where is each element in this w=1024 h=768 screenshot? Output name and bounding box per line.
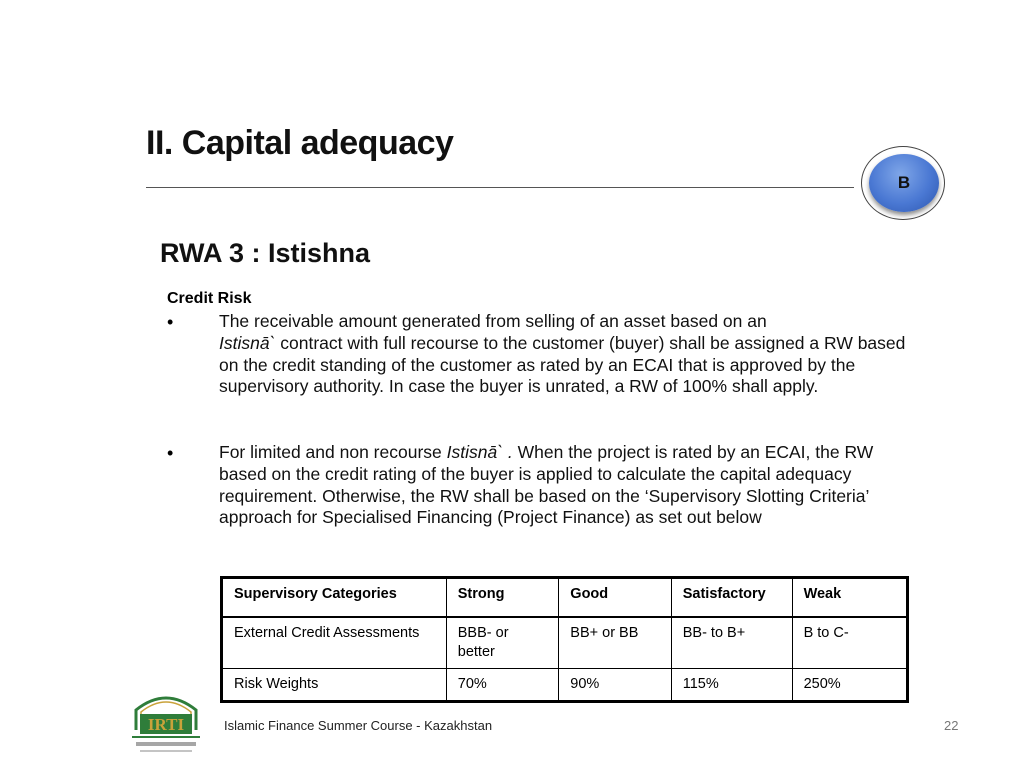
page-number: 22 [944, 718, 959, 733]
title-divider [146, 187, 854, 188]
table-header-row [222, 578, 908, 618]
slide-subtitle: RWA 3 : Istishna [160, 238, 371, 268]
table-cell: 250% [792, 669, 907, 702]
table-cell: BB+ or BB [559, 617, 671, 669]
table-row [222, 669, 908, 702]
bullet-text-1 [219, 311, 909, 398]
bullet-1-italic-term: Istisnā` [219, 332, 276, 353]
credit-risk-heading: Credit Risk [167, 290, 252, 307]
bullet-2-text-start: For limited and non recourse [219, 442, 447, 462]
bullet-1-text-end: contract with full recourse to the customer (buyer) shall be assigned a RW based on the credit standing of the customer as rated by an ECAI that is approved by the supervisory authority. In case the buyer is unrated, a RW of 100% shall apply. [219, 332, 906, 397]
irti-logo-icon [126, 688, 206, 760]
bullet-2-italic-term: Istisnā` . [446, 442, 513, 462]
bullet-1-text-start: The receivable amount generated from selling of an asset based on an [219, 311, 767, 331]
table-cell: 90% [559, 669, 671, 702]
section-badge-letter: B [897, 173, 911, 192]
bullet-marker-2: • [167, 443, 174, 463]
bullet-marker-1: • [167, 312, 174, 332]
table-cell: Risk Weights [222, 669, 447, 702]
table-cell: BBB- or better [446, 617, 559, 669]
table-header-cell: Good [559, 578, 671, 618]
bullet-2-text-end: When the project is rated by an ECAI, the RW based on the credit rating of the buyer is applied to calculate the capital adequacy requirement. Otherwise, the RW shall be based on the ‘Supervisory Slotting Criteria’ approach for Specialised Financing (Project Finance) as set out below [219, 442, 874, 528]
table-cell: External Credit Assessments [222, 617, 447, 669]
table-row [222, 617, 908, 669]
bullet-text-2 [219, 442, 909, 529]
table-header-cell: Satisfactory [671, 578, 792, 618]
table-cell: B to C- [792, 617, 907, 669]
footer-course-name: Islamic Finance Summer Course - Kazakhstan [224, 718, 493, 733]
table-header-cell: Supervisory Categories [222, 578, 447, 618]
table-cell: 115% [671, 669, 792, 702]
table-header-cell: Weak [792, 578, 907, 618]
logo-letters: IRTI [147, 715, 185, 734]
table-cell: 70% [446, 669, 559, 702]
section-badge [869, 154, 939, 212]
slide-title: II. Capital adequacy [146, 124, 454, 162]
table-cell: BB- to B+ [671, 617, 792, 669]
slotting-criteria-table [220, 576, 909, 703]
table-header-cell: Strong [446, 578, 559, 618]
